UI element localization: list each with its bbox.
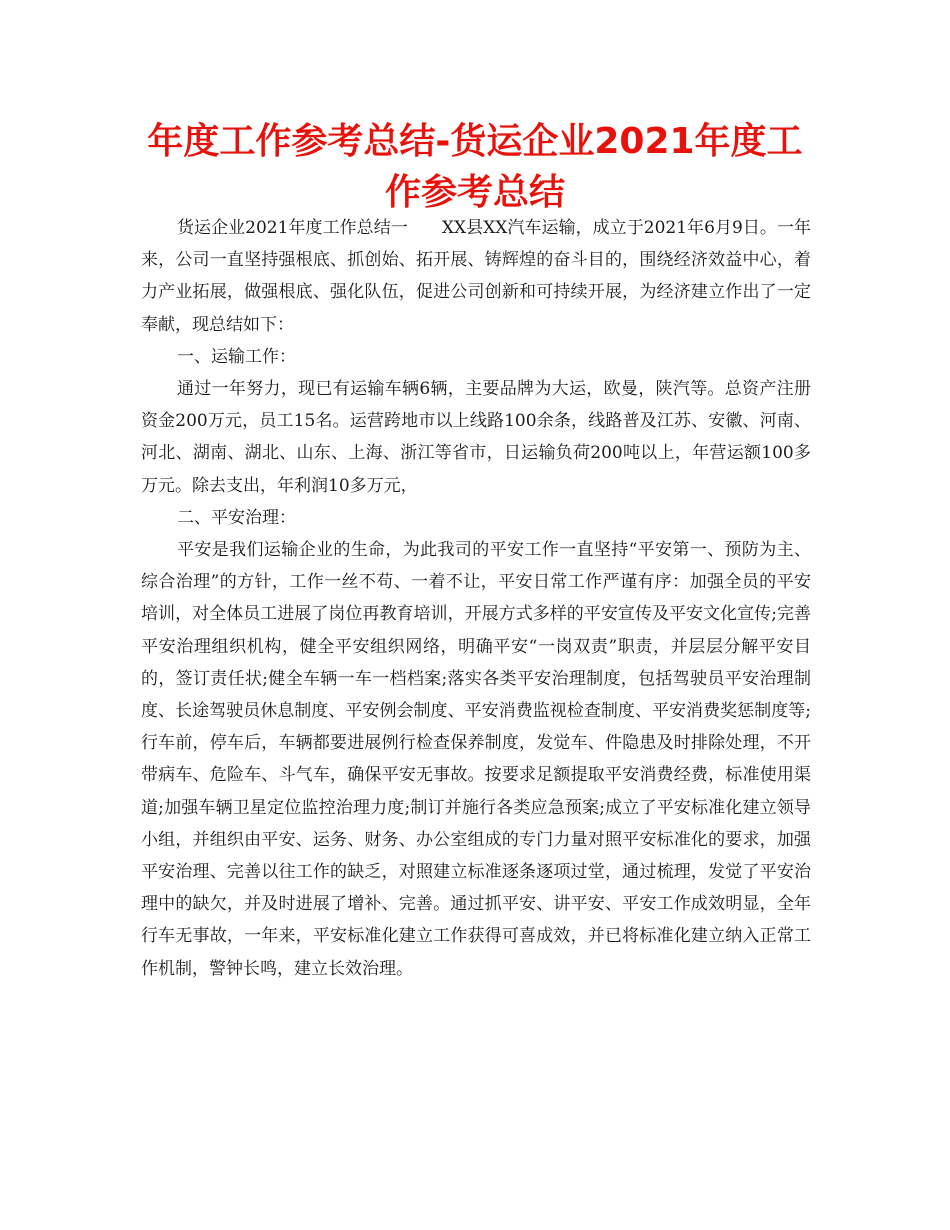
section-body-safety: 平安是我们运输企业的生命，为此我司的平安工作一直坚持“平安第一、预防为主、综合治理”的方针，工作一丝不苟、一着不让，平安日常工作严谨有序：加强全员的平安培训，对全体员工进展了岗位再教育培训，开展方式多样的平安宣传及平安文化宣传;完善平安治理组织机构，健全平安组织网络，明确平安“一岗双责”职责，并层层分解平安目的，签订责任状;健全车辆一车一档档案;落实各类平安治理制度，包括驾驶员平安治理制度、长途驾驶员休息制度、平安例会制度、平安消费监视检查制度、平安消费奖惩制度等;行车前，停车后，车辆都要进展例行检查保养制度，发觉车、件隐患及时排除处理，不开带病车、危险车、斗气车，确保平安无事故。按要求足额提取平安消费经费，标准使用渠道;加强车辆卫星定位监控治理力度;制订并施行各类应急预案;成立了平安标准化建立领导小组，并组织由平安、运务、财务、办公室组成的专门力量对照平安标准化的要求，加强平安治理、完善以往工作的缺乏，对照建立标准逐条逐项过堂，通过梳理，发觉了平安治理中的缺欠，并及时进展了增补、完善。通过抓平安、讲平安、平安工作成效明显，全年行车无事故，一年来，平安标准化建立工作获得可喜成效，并已将标准化建立纳入正常工作机制，警钟长鸣，建立长效治理。 xyxy=(141,540,811,979)
section-heading-safety: 二、平安治理： xyxy=(177,507,296,528)
section-body-transport: 通过一年努力，现已有运输车辆6辆，主要品牌为大运，欧曼，陕汽等。总资产注册资金200万元，员工15名。运营跨地市以上线路100余条，线路普及江苏、安徽、河南、河北、湖南、湖北、山东、上海、浙江等省市，日运输负荷200吨以上，年营运额100多万元。除去支出，年利润10多万元， xyxy=(141,379,811,496)
intro-paragraph: 货运企业2021年度工作总结一 XX县XX汽车运输，成立于2021年6月9日。一年来，公司一直坚持强根底、抓创始、拓开展、铸辉煌的奋斗目的，围绕经济效益中心，着力产业拓展，做强根底、强化队伍，促进公司创新和可持续开展，为经济建立作出了一定奉献，现总结如下： xyxy=(141,218,811,335)
document-body xyxy=(141,212,811,985)
document-title: 年度工作参考总结-货运企业2021年度工作参考总结 xyxy=(147,121,803,213)
section-heading-transport: 一、运输工作： xyxy=(177,346,296,367)
